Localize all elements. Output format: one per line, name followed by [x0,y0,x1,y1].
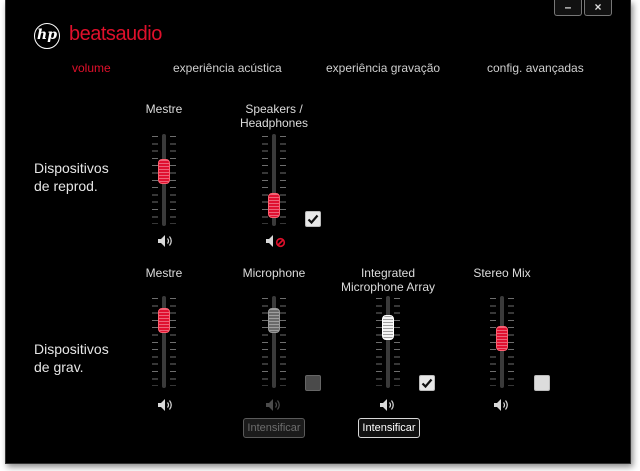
playback-speakers-label-line1: Speakers / [245,102,303,116]
window-controls [554,0,614,17]
recording-integrated-mic-slider[interactable] [376,296,400,388]
brand-name-part1: beats [69,23,116,45]
recording-section-label-line2: de grav. [34,359,84,375]
beats-audio-logo [69,23,162,46]
slider-thumb[interactable] [158,308,170,333]
slider-thumb[interactable] [158,159,170,184]
slider-thumb[interactable] [496,326,508,351]
brand-name-part2: audio [115,23,162,45]
slider-thumb[interactable] [382,315,394,340]
tab-experiencia-acustica[interactable]: experiência acústica [173,61,282,75]
playback-section-label [34,159,109,195]
microphone-intensificar-button: Intensificar [243,418,305,438]
tab-config-avancadas[interactable]: config. avançadas [487,61,584,75]
playback-speakers-label-line2: Headphones [239,116,309,130]
playback-speakers-label [214,102,334,130]
tab-experiencia-gravacao[interactable]: experiência gravação [326,61,441,75]
recording-stereo-mix-label-line1: Stereo Mix [473,266,531,280]
recording-section-label [34,340,109,376]
recording-section-label-line1: Dispositivos [34,341,109,357]
playback-speakers-slider[interactable] [262,134,286,226]
playback-master-label [104,102,224,116]
tab-volume[interactable]: volume [72,61,111,75]
speaker-icon[interactable] [493,398,511,412]
hp-logo: hp [34,23,60,49]
recording-master-label-line1: Mestre [145,266,183,280]
speaker-muted-icon[interactable] [265,234,287,248]
checkmark-icon [421,377,433,389]
speaker-icon[interactable] [157,398,175,412]
recording-master-label [104,266,224,280]
speaker-icon[interactable] [379,398,397,412]
playback-section-label-line2: de reprod. [34,178,98,194]
recording-integrated-mic-label-line1: Integrated [360,266,416,280]
playback-section-label-line1: Dispositivos [34,160,109,176]
checkmark-icon [307,213,319,225]
recording-microphone-checkbox[interactable] [305,375,321,391]
recording-microphone-label [214,266,334,280]
slider-thumb[interactable] [268,193,280,218]
recording-microphone-slider[interactable] [262,296,286,388]
playback-speakers-checkbox[interactable] [305,211,321,227]
recording-integrated-mic-label [328,266,448,294]
speaker-icon [265,398,283,412]
recording-stereo-mix-slider[interactable] [490,296,514,388]
recording-stereo-mix-checkbox[interactable] [534,375,550,391]
recording-master-slider[interactable] [152,296,176,388]
slider-thumb[interactable] [268,308,280,333]
recording-microphone-label-line1: Microphone [242,266,306,280]
slider-ticks [376,298,400,386]
integrated-mic-intensificar-button[interactable]: Intensificar [358,418,420,438]
beats-audio-window [5,0,631,464]
recording-integrated-mic-checkbox[interactable] [419,375,435,391]
speaker-icon[interactable] [157,234,175,248]
playback-master-label-line1: Mestre [145,102,183,116]
recording-stereo-mix-label [442,266,562,280]
close-button[interactable]: × [584,0,612,16]
minimize-button[interactable]: – [554,0,582,16]
recording-integrated-mic-label-line2: Microphone Array [340,280,436,294]
playback-master-slider[interactable] [152,134,176,226]
